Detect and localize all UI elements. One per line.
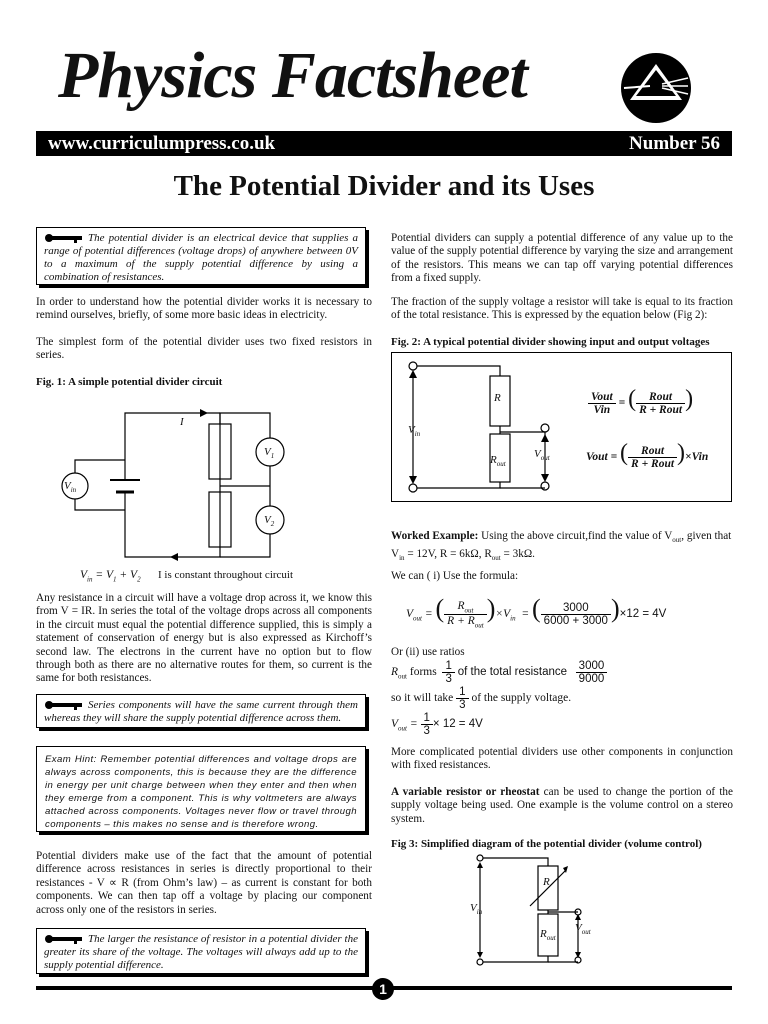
- fig2-Rout-label: $R_{out}$: [490, 454, 506, 469]
- para-intro: In order to understand how the potential divider works it is necessary to remind ourselves, briefly, of some more basic ideas in electricity.: [36, 296, 372, 322]
- we-can-formula: We can ( i) Use the formula:: [391, 570, 519, 582]
- fig2-caption: Fig. 2: A typical potential divider showing input and output voltages: [391, 336, 710, 348]
- header-banner: [36, 131, 732, 156]
- fig2-Vin-label: $V_{in}$: [408, 424, 421, 439]
- para-simplest: The simplest form of the potential divider uses two fixed resistors in series.: [36, 336, 372, 362]
- fig2-equation-2: Vout = ( $\frac{\text{Rout}}{\text{R + Rout}}$ )×Vin: [586, 440, 709, 470]
- fig3-Rout-label: $R_{out}$: [540, 928, 556, 943]
- worked-example: Worked Example: Using the above circuit,find the value of $V_{out}$, given that $V_{in} = 12V$, R = 6kΩ, $R_{out} = 3k\Omega$.: [391, 530, 732, 562]
- fig1-current-arrow-bottom: [170, 553, 178, 561]
- fig1-v2-label: $V_2$: [264, 514, 275, 529]
- or-ratios: Or (ii) use ratios: [391, 646, 465, 658]
- fig3-caption: Fig 3: Simplified diagram of the potential divider (volume control): [391, 838, 702, 850]
- fig3-circuit-diagram: [470, 854, 610, 972]
- para-variable-resistor: A variable resistor or rheostat can be used to change the portion of the supply voltage being used. One example is the volume control on a stereo system.: [391, 786, 733, 825]
- fig2-equation-1: $\frac{\text{Vout}}{\text{Vin}}$ = ( $\frac{\text{Rout}}{\text{R + Rout}}$ ): [588, 386, 693, 416]
- intro-definition-text: The potential divider is an electrical device that supplies a range of potential differences (voltage drops) of anywhere between 0V to a maximum of the supply potential difference by using a combination of resistances.: [44, 232, 358, 283]
- para-voltage-drop: Any resistance in a circuit will have a voltage drop across it, we know this from V = IR. In series the total of the voltage drops across all components in the circuit must equal the potential difference supplied, this is simply a statement of conservation of energy but is also expressed as Kirchoff’s second law. The electrons in the current have no option but to flow through both as there are no alternative routes for them, so current is the same for both resistances.: [36, 592, 372, 685]
- series-components-text: Series components will have the same current through them whereas they will share the supply potential difference across them.: [44, 699, 358, 724]
- prism-logo-icon: [620, 52, 692, 124]
- larger-resistance-box: [36, 928, 366, 974]
- fig1-circuit-diagram: [50, 400, 300, 570]
- fig1-v1-label: $V_1$: [264, 446, 275, 461]
- series-components-box: [36, 694, 366, 728]
- fig3-Vin-label: $V_{in}$: [470, 902, 483, 917]
- site-url[interactable]: www.curriculumpress.co.uk: [48, 133, 276, 154]
- issue-number: Number 56: [629, 133, 720, 154]
- fig2-circuit-diagram: [395, 356, 565, 501]
- key-icon: [44, 934, 84, 944]
- fig1-equation: $V_{in} = V_1 + V_2$: [80, 569, 141, 584]
- para-proportional: Potential dividers make use of the fact that the amount of potential difference across resistances in series is directly proportional to their resistances - V ∝ R (from Ohm’s law) – as current is constant for both components. We can then tap off a voltage by placing our component across only one of the resistors in series.: [36, 850, 372, 916]
- fig3-R-label: R: [543, 876, 550, 888]
- fig1-note: I is constant throughout circuit: [158, 569, 294, 581]
- para-complicated: More complicated potential dividers use other components in conjunction with fixed resistances.: [391, 746, 733, 772]
- worked-calculation: $V_{out}$ = ( $\frac{R_{out}}{R + R_{out}}$ )$\times V_{in}$ = ( $\frac{3000}{6000 + 3000}$ )×12 = 4V: [406, 594, 667, 630]
- fig1-current-arrow-top: [200, 409, 208, 417]
- fig1-caption: Fig. 1: A simple potential divider circuit: [36, 376, 223, 388]
- take-line: so it will take $\frac{1}{3}$ of the supply voltage.: [391, 686, 572, 711]
- ratio-line: $R_{out}$ forms $\frac{1}{3}$ of the total resistance $\frac{3000}{9000}$: [391, 660, 607, 685]
- page-title: The Potential Divider and its Uses: [173, 170, 595, 202]
- final-equation: $V_{out}$ = $\frac{1}{3}$ × 12 = 4V: [391, 712, 483, 737]
- factsheet-logo-title: Physics Factsheet: [58, 39, 527, 112]
- fig2-Vout-label: $V_{out}$: [534, 448, 550, 463]
- key-icon: [44, 700, 84, 710]
- page-number: 1: [372, 978, 394, 1000]
- intro-definition-box: [36, 227, 366, 285]
- exam-hint-box: Exam Hint: Remember potential differences and voltage drops are always across components, this is because they are the difference in energy per unit charge between when they enter and then when they emerge from a component. This is why voltmeters are always attached across components. Voltages never flow or travel through components – this makes no sense and is therefore wrong.: [36, 746, 366, 832]
- key-icon: [44, 233, 84, 243]
- fig2-R-label: R: [494, 392, 501, 404]
- para-fraction: The fraction of the supply voltage a resistor will take is equal to its fraction of the total resistance. This is expressed by the equation below (Fig 2):: [391, 296, 733, 322]
- para-supply-any-value: Potential dividers can supply a potential difference of any value up to the value of the supply potential difference by varying the size and arrangement of the resistors. This means we can tap off varying potential differences from a fixed supply.: [391, 232, 733, 285]
- larger-resistance-text: The larger the resistance of resistor in a potential divider the greater its share of the voltage. The voltages will always add up to the supply potential difference.: [44, 933, 358, 971]
- fig1-vin-label: $V_{in}$: [64, 480, 77, 495]
- fig3-Vout-label: $V_{out}$: [575, 922, 591, 937]
- fig1-current-label: I: [180, 416, 184, 428]
